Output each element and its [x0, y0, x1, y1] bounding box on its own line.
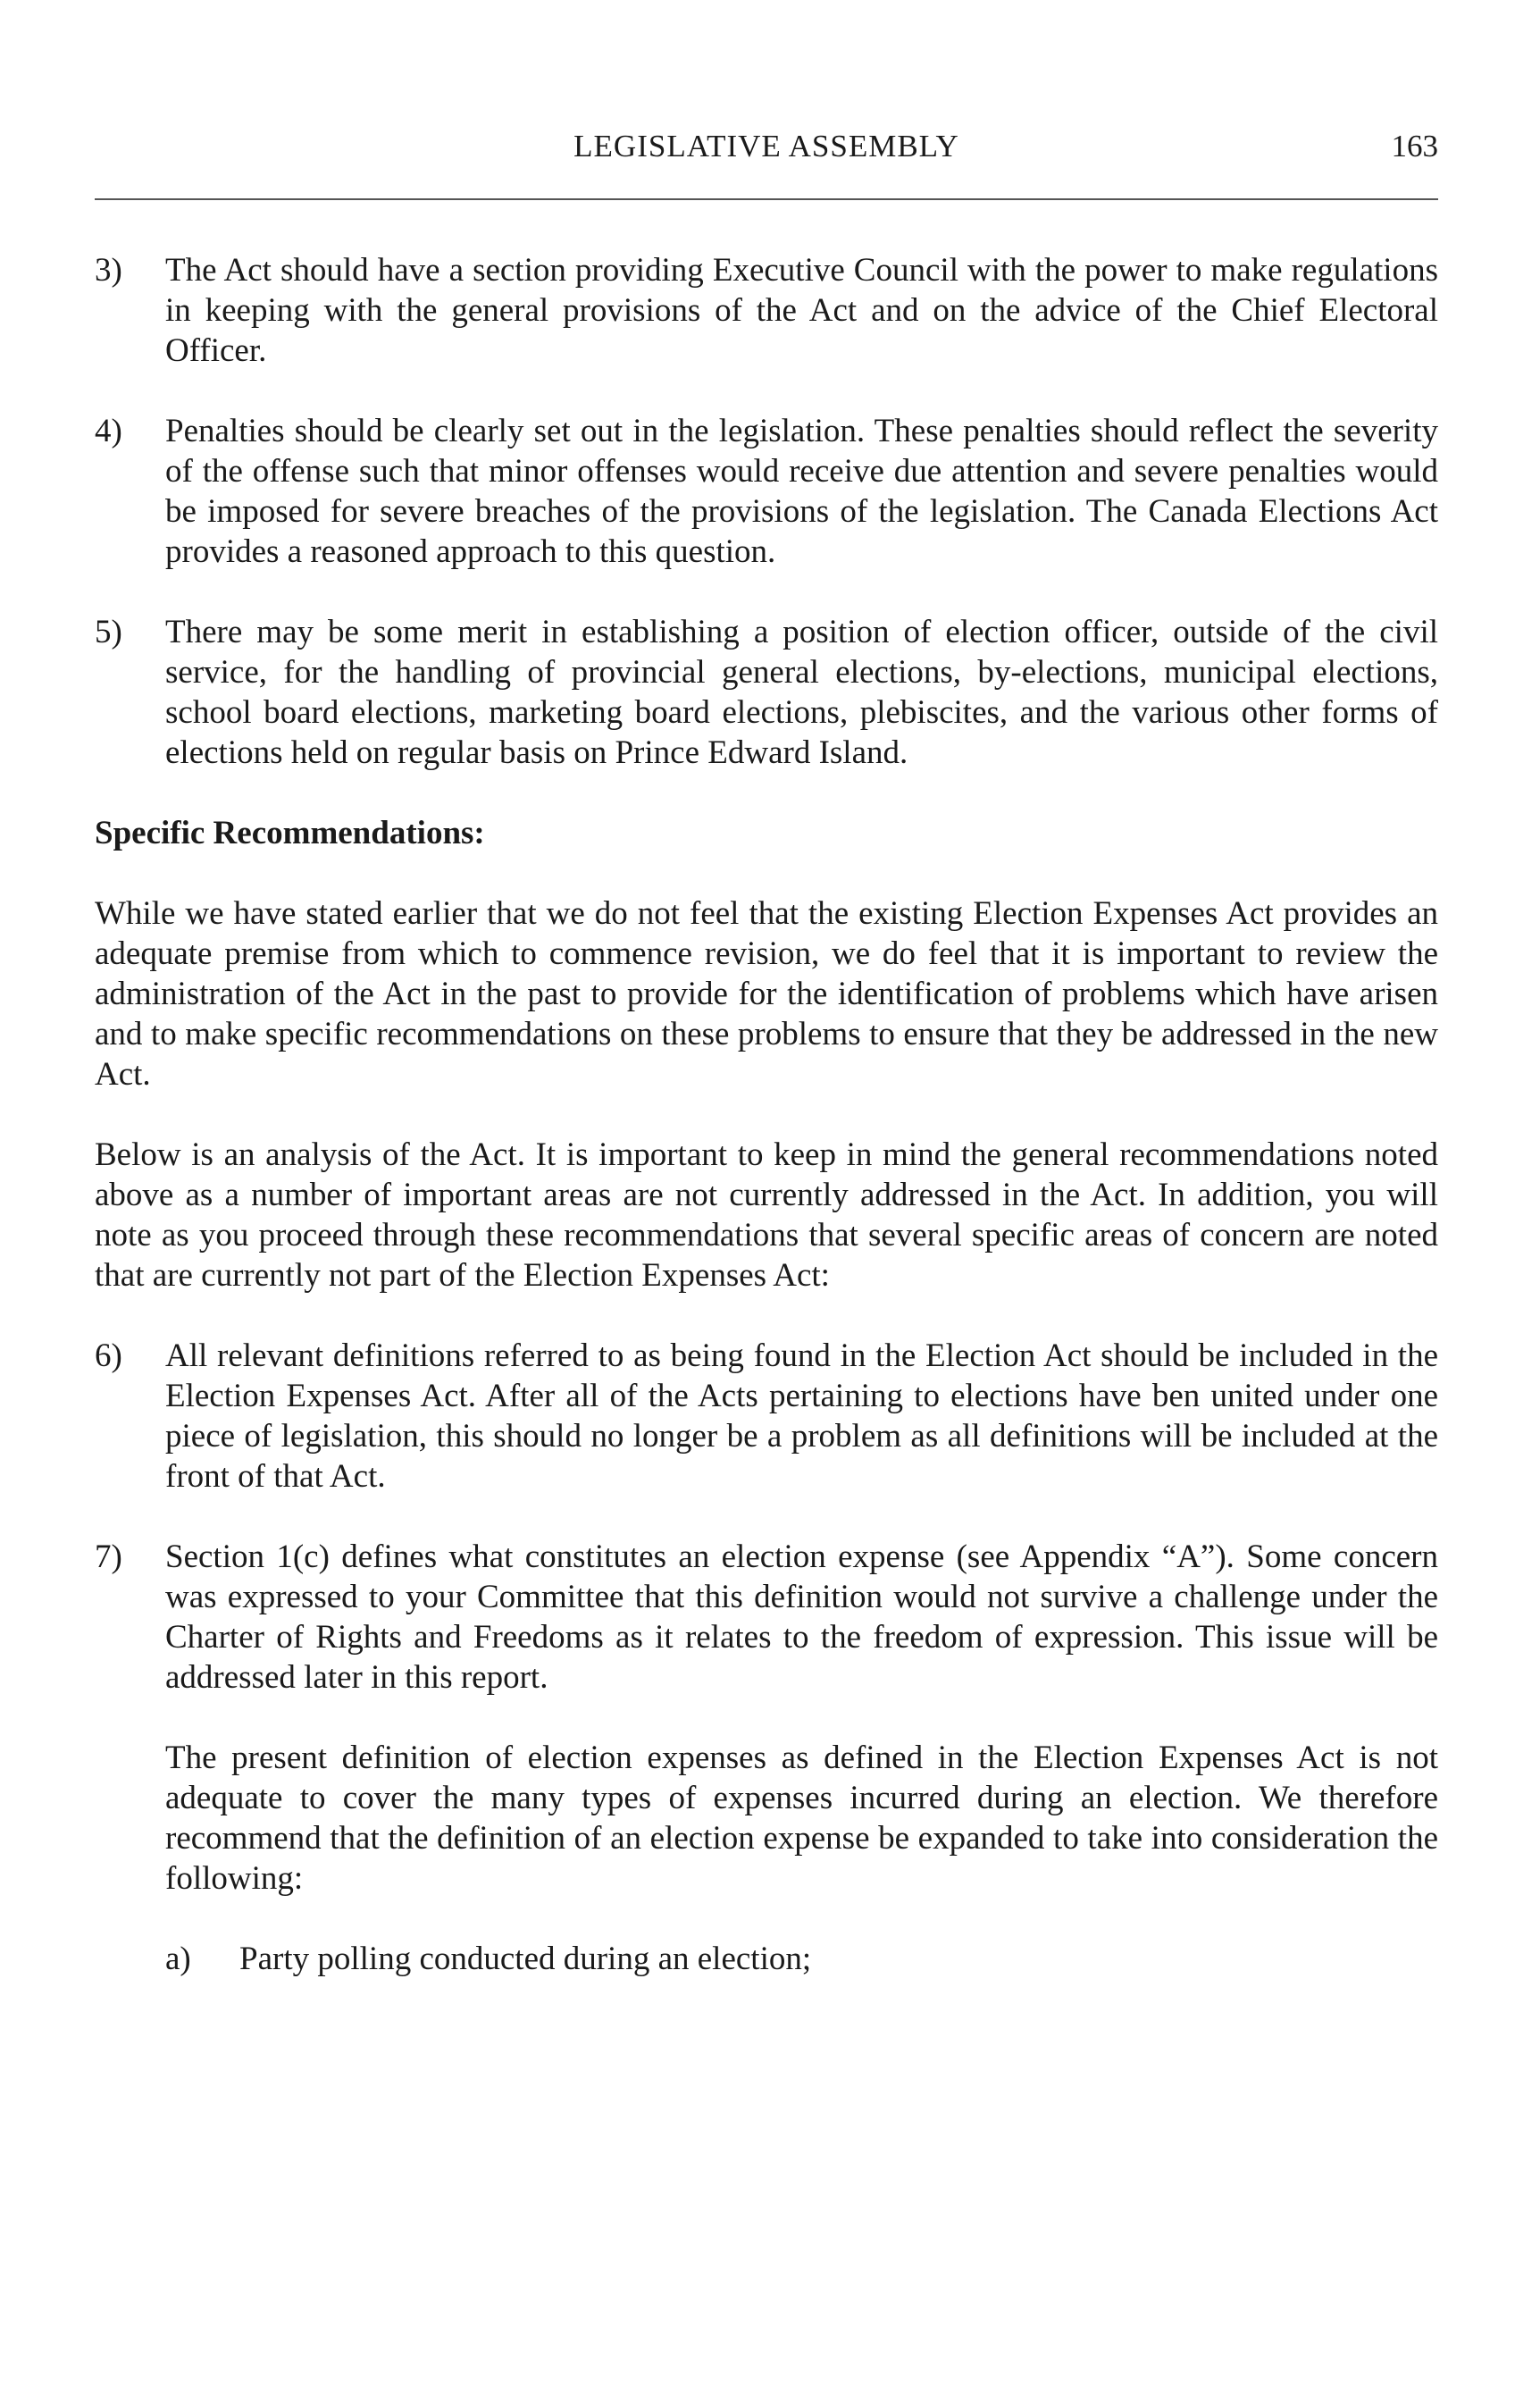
- item-number: 4): [95, 413, 122, 449]
- item-text: Section 1(c) defines what constitutes an election expense (see Appendix “A”). Some concern was expressed to your Committee that this definition would not survive a challenge under the Charter of Rights and Freedoms as it relates to the freedom of expression. This issue will be addressed later in this report.: [165, 1539, 1438, 1696]
- list-item: [95, 411, 1438, 572]
- item-number: 6): [95, 1337, 122, 1374]
- item-text: Penalties should be clearly set out in the legislation. These penalties should reflect the severity of the offense such that minor offenses would receive due attention and severe penalties would be imposed for severe breaches of the provisions of the legislation. The Canada Elections Act provides a reasoned approach to this question.: [165, 413, 1438, 570]
- item-text: All relevant definitions referred to as being found in the Election Act should be included in the Election Expenses Act. After all of the Acts pertaining to elections have ben united under one piece of legislation, this should no longer be a problem as all definitions will be included at the front of that Act.: [165, 1337, 1438, 1495]
- list-item: [95, 1336, 1438, 1497]
- list-item: [95, 612, 1438, 773]
- paragraph: Below is an analysis of the Act. It is important to keep in mind the general recommendations noted above as a number of important areas are not currently addressed in the Act. In addition, you will note as you proceed through these recommendations that several specific areas of concern are noted that are currently not part of the Election Expenses Act:: [95, 1136, 1438, 1294]
- continuation-paragraph: The present definition of election expenses as defined in the Election Expenses Act is not adequate to cover the many types of expenses incurred during an election. We therefore recommend that the definition of an election expense be expanded to take into consideration the following:: [165, 1740, 1438, 1897]
- list-item: [95, 1537, 1438, 1698]
- sub-list-item: [95, 1939, 1438, 1979]
- list-item: [95, 250, 1438, 371]
- item-text: There may be some merit in establishing a position of election officer, outside of the civil service, for the handling of provincial general elections, by-elections, municipal elections, school board elections, marketing board elections, plebiscites, and the various other forms of elections held on regular basis on Prince Edward Island.: [165, 614, 1438, 771]
- page-number: 163: [1391, 129, 1438, 164]
- document-body: [95, 250, 1438, 1979]
- item-text: The Act should have a section providing Executive Council with the power to make regulations in keeping with the general provisions of the Act and on the advice of the Chief Electoral Officer.: [165, 252, 1438, 369]
- item-number: 3): [95, 252, 122, 289]
- header-rule: [95, 198, 1438, 200]
- item-number: 7): [95, 1539, 122, 1575]
- section-heading: Specific Recommendations:: [95, 815, 485, 851]
- running-title: LEGISLATIVE ASSEMBLY: [573, 129, 959, 164]
- subitem-text: Party polling conducted during an election;: [239, 1941, 812, 1977]
- subitem-letter: a): [165, 1941, 191, 1977]
- paragraph: While we have stated earlier that we do not feel that the existing Election Expenses Act provides an adequate premise from which to commence revision, we do feel that it is important to review the administration of the Act in the past to provide for the identification of problems which have arisen and to make specific recommendations on these problems to ensure that they be addressed in the new Act.: [95, 895, 1438, 1093]
- item-number: 5): [95, 614, 122, 650]
- running-head: [95, 129, 1438, 164]
